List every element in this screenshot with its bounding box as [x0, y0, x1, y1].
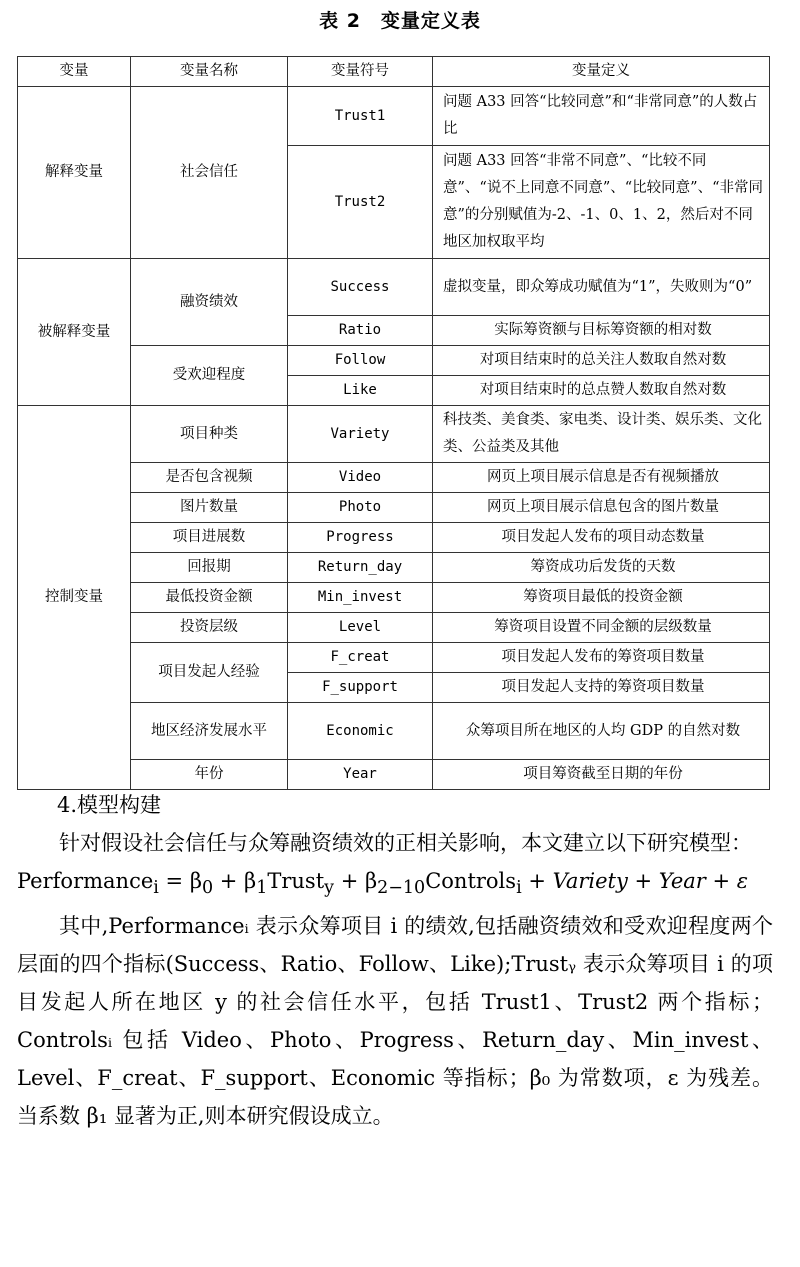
name-return-day: 回报期	[131, 553, 288, 583]
symbol-cell: Success	[288, 259, 433, 316]
definition-cell: 问题 A33 回答“非常不同意”、“比较不同意”、“说不上同意不同意”、“比较同意”、“非常同意”的分别赋值为-2、-1、0、1、2，然后对不同地区加权取平均	[433, 146, 770, 259]
definition-cell: 众筹项目所在地区的人均 GDP 的自然对数	[433, 703, 770, 760]
formula-b1: 1	[256, 878, 268, 899]
group-explained: 被解释变量	[18, 259, 131, 406]
table-row	[18, 493, 770, 523]
name-social-trust: 社会信任	[131, 87, 288, 259]
symbol-cell: F_support	[288, 673, 433, 703]
definition-cell: 实际筹资额与目标筹资额的相对数	[433, 316, 770, 346]
name-variety: 项目种类	[131, 406, 288, 463]
symbol-cell: Return_day	[288, 553, 433, 583]
explanation-paragraph: 其中,Performanceᵢ 表示众筹项目 i 的绩效,包括融资绩效和受欢迎程度两个层面的四个指标(Success、Ratio、Follow、Like);Trustᵧ 表示众筹项目 i 的项目发起人所在地区 y 的社会信任水平，包括 Trust1、Trust2 两个指标；Controlsᵢ 包括 Video、Photo、Progress、Return_day、Min_invest、Level、F_creat、F_support、Economic 等指标；β₀ 为常数项，ε 为残差。当系数 β₁ 显著为正,则本研究假设成立。	[17, 914, 773, 1129]
formula-b2: 2−10	[377, 878, 426, 899]
table-row	[18, 553, 770, 583]
model-section	[17, 786, 773, 1135]
table-row	[18, 463, 770, 493]
definition-cell: 项目筹资截至日期的年份	[433, 760, 770, 790]
table-row	[18, 703, 770, 760]
definition-cell: 筹资项目设置不同金额的层级数量	[433, 613, 770, 643]
formula-b0: 0	[201, 878, 214, 899]
definition-cell: 筹资成功后发货的天数	[433, 553, 770, 583]
symbol-cell: Year	[288, 760, 433, 790]
symbol-cell: Follow	[288, 346, 433, 376]
formula-controls-sub: i	[516, 878, 522, 899]
formula-trust-sub: y	[324, 878, 335, 899]
symbol-cell: Photo	[288, 493, 433, 523]
table-row	[18, 406, 770, 463]
definition-cell: 问题 A33 回答“比较同意”和“非常同意”的人数占比	[433, 87, 770, 146]
name-level: 投资层级	[131, 613, 288, 643]
name-founder-experience: 项目发起人经验	[131, 643, 288, 703]
table-row	[18, 760, 770, 790]
intro-paragraph: 针对假设社会信任与众筹融资绩效的正相关影响，本文建立以下研究模型：	[59, 831, 752, 855]
definition-cell: 项目发起人发布的筹资项目数量	[433, 643, 770, 673]
name-financing: 融资绩效	[131, 259, 288, 346]
variable-definition-table	[17, 56, 770, 790]
definition-cell: 网页上项目展示信息是否有视频播放	[433, 463, 770, 493]
group-control: 控制变量	[18, 406, 131, 790]
formula-lhs: Performance	[17, 869, 154, 893]
table-title: 表 2 变量定义表	[319, 10, 481, 32]
symbol-cell: Like	[288, 376, 433, 406]
symbol-cell: Video	[288, 463, 433, 493]
group-explain: 解释变量	[18, 87, 131, 259]
table-header-row	[18, 57, 770, 87]
table-row	[18, 259, 770, 316]
name-popularity: 受欢迎程度	[131, 346, 288, 406]
definition-cell: 虚拟变量，即众筹成功赋值为“1”，失败则为“0”	[433, 259, 770, 316]
symbol-cell: Trust1	[288, 87, 433, 146]
formula-trust: Trust	[267, 869, 325, 893]
definition-cell: 网页上项目展示信息包含的图片数量	[433, 493, 770, 523]
symbol-cell: Level	[288, 613, 433, 643]
table-row	[18, 523, 770, 553]
symbol-cell: Min_invest	[288, 583, 433, 613]
definition-cell: 项目发起人支持的筹资项目数量	[433, 673, 770, 703]
header-variable: 变量	[18, 57, 131, 87]
name-progress: 项目进展数	[131, 523, 288, 553]
model-formula	[17, 862, 773, 907]
definition-cell: 筹资项目最低的投资金额	[433, 583, 770, 613]
symbol-cell: F_creat	[288, 643, 433, 673]
table-row	[18, 583, 770, 613]
section-heading: 4.模型构建	[57, 793, 162, 817]
definition-cell: 对项目结束时的总点赞人数取自然对数	[433, 376, 770, 406]
header-variable-symbol: 变量符号	[288, 57, 433, 87]
formula-controls: Controls	[425, 869, 517, 893]
table-row	[18, 87, 770, 146]
symbol-cell: Economic	[288, 703, 433, 760]
formula-lhs-sub: i	[153, 878, 159, 899]
symbol-cell: Trust2	[288, 146, 433, 259]
definition-cell: 项目发起人发布的项目动态数量	[433, 523, 770, 553]
header-variable-definition: 变量定义	[433, 57, 770, 87]
name-photo: 图片数量	[131, 493, 288, 523]
symbol-cell: Ratio	[288, 316, 433, 346]
header-variable-name: 变量名称	[131, 57, 288, 87]
formula-eq: = β	[158, 869, 202, 893]
name-year: 年份	[131, 760, 288, 790]
definition-cell: 对项目结束时的总关注人数取自然对数	[433, 346, 770, 376]
formula-rest: + Variety + Year + ε	[521, 869, 749, 893]
name-min-invest: 最低投资金额	[131, 583, 288, 613]
table-row	[18, 643, 770, 673]
definition-cell: 科技类、美食类、家电类、设计类、娱乐类、文化类、公益类及其他	[433, 406, 770, 463]
symbol-cell: Progress	[288, 523, 433, 553]
symbol-cell: Variety	[288, 406, 433, 463]
name-video: 是否包含视频	[131, 463, 288, 493]
formula-b2-term: + β	[334, 869, 378, 893]
name-economic: 地区经济发展水平	[131, 703, 288, 760]
table-row	[18, 613, 770, 643]
formula-b1-term: + β	[213, 869, 257, 893]
table-row	[18, 346, 770, 376]
